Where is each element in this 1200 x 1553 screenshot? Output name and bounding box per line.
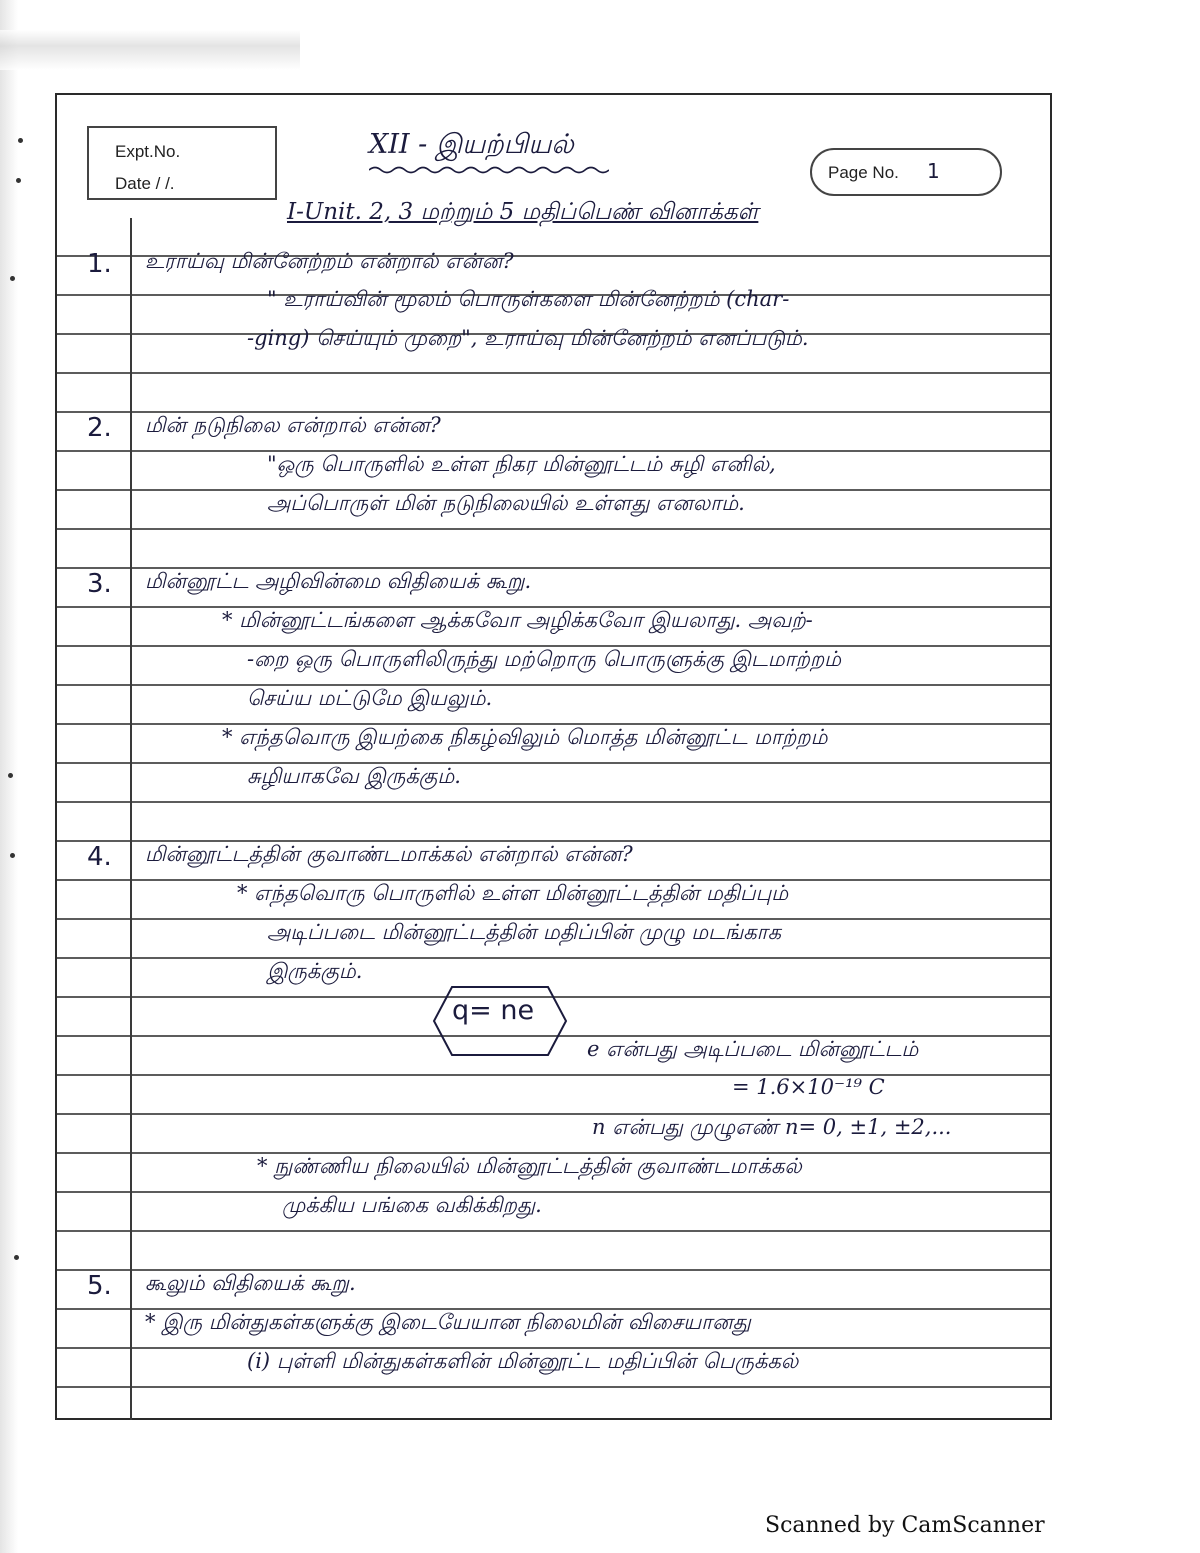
margin-line xyxy=(130,218,132,1420)
answer-line: * நுண்ணிய நிலையில் மின்னூட்டத்தின் குவாண்டமாக்கல் xyxy=(257,1154,802,1178)
question-number: 1. xyxy=(87,249,112,279)
page-number-box xyxy=(810,148,1002,196)
answer-line: -றை ஒரு பொருளிலிருந்து மற்றொரு பொருளுக்கு இடமாற்றம் xyxy=(247,647,842,671)
expt-no-label: Expt.No. xyxy=(115,142,181,161)
scanner-watermark: Scanned by CamScanner xyxy=(765,1513,1045,1538)
title-underline-wave xyxy=(369,165,609,175)
scan-dot xyxy=(10,853,15,858)
answer-line: (i) புள்ளி மின்துகள்களின் மின்னூட்ட மதிப்பின் பெருக்கல் xyxy=(247,1349,799,1373)
expt-date-box xyxy=(87,126,277,200)
scan-dot xyxy=(14,1255,19,1260)
answer-line: * எந்தவொரு இயற்கை நிகழ்விலும் மொத்த மின்னூட்ட மாற்றம் xyxy=(222,725,828,749)
answer-line: = 1.6×10⁻¹⁹ C xyxy=(732,1075,885,1099)
question-text: உராய்வு மின்னேற்றம் என்றால் என்ன? xyxy=(145,249,514,273)
question-number: 2. xyxy=(87,413,112,443)
answer-line: அப்பொருள் மின் நடுநிலையில் உள்ளது எனலாம். xyxy=(267,491,745,515)
answer-line: செய்ய மட்டுமே இயலும். xyxy=(247,686,493,710)
answer-line: இருக்கும். xyxy=(267,959,363,983)
scan-dot xyxy=(8,773,13,778)
question-number: 4. xyxy=(87,842,112,872)
answer-line: முக்கிய பங்கை வகிக்கிறது. xyxy=(282,1193,542,1217)
formula-q-ne: q= ne xyxy=(452,995,535,1026)
unit-heading: I-Unit. 2, 3 மற்றும் 5 மதிப்பெண் வினாக்கள் xyxy=(287,199,759,225)
question-text: கூலும் விதியைக் கூறு. xyxy=(145,1271,356,1295)
scan-dot xyxy=(10,276,15,281)
date-label: Date / /. xyxy=(115,174,175,193)
scan-shadow-top xyxy=(0,30,300,70)
answer-line: சுழியாகவே இருக்கும். xyxy=(247,764,461,788)
question-number: 3. xyxy=(87,569,112,599)
page-no-label: Page No. xyxy=(828,163,899,182)
answer-line: e என்பது அடிப்படை மின்னூட்டம் xyxy=(587,1037,919,1061)
notebook-page xyxy=(55,93,1052,1420)
scan-dot xyxy=(18,138,23,143)
page-no-value: 1 xyxy=(927,159,940,183)
scan-dot xyxy=(16,178,21,183)
question-text: மின்னூட்ட அழிவின்மை விதியைக் கூறு. xyxy=(145,569,532,593)
question-number: 5. xyxy=(87,1271,112,1301)
answer-line: -ging) செய்யும் முறை", உராய்வு மின்னேற்றம் எனப்படும். xyxy=(247,326,809,350)
answer-line: "ஒரு பொருளில் உள்ள நிகர மின்னூட்டம் சுழி எனில், xyxy=(267,452,776,476)
question-text: மின் நடுநிலை என்றால் என்ன? xyxy=(145,413,441,437)
answer-line: * எந்தவொரு பொருளில் உள்ள மின்னூட்டத்தின் மதிப்பும் xyxy=(237,881,789,905)
answer-line: " உராய்வின் மூலம் பொருள்களை மின்னேற்றம் (char- xyxy=(267,287,790,311)
answer-line: அடிப்படை மின்னூட்டத்தின் மதிப்பின் முழு மடங்காக xyxy=(267,920,782,944)
answer-line: * இரு மின்துகள்களுக்கு இடையேயான நிலைமின் விசையானது xyxy=(145,1310,751,1334)
answer-line: n என்பது முழுஎண் n= 0, ±1, ±2,... xyxy=(592,1115,952,1139)
answer-line: * மின்னூட்டங்களை ஆக்கவோ அழிக்கவோ இயலாது. அவற்- xyxy=(222,608,813,632)
question-text: மின்னூட்டத்தின் குவாண்டமாக்கல் என்றால் என்ன? xyxy=(145,842,633,866)
page-title: XII - இயற்பியல் xyxy=(369,129,574,160)
